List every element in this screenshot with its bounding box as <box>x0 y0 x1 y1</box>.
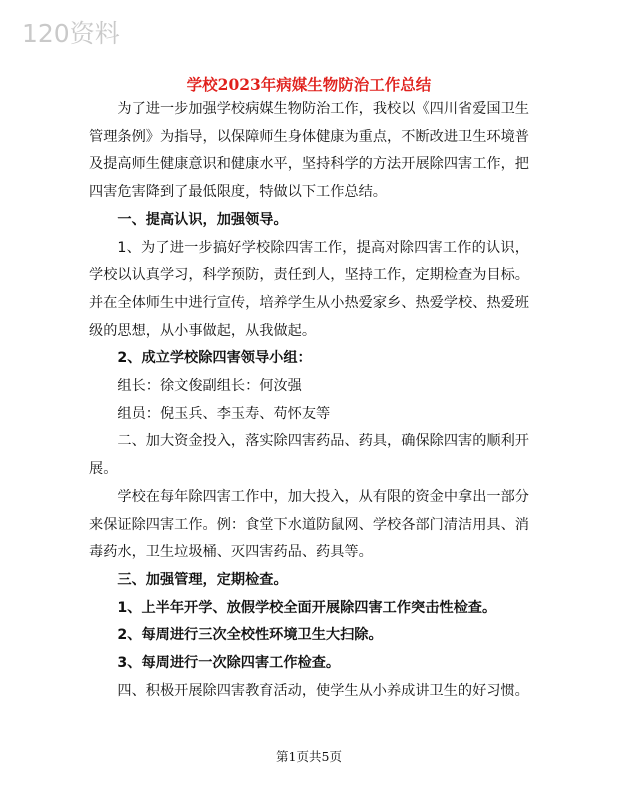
paragraph-group-members: 组员：倪玉兵、李玉寿、苟怀友等 <box>117 405 331 422</box>
heading-section-1: 一、提高认识，加强领导。 <box>117 211 288 228</box>
page-number-footer: 第1页共5页 <box>276 749 342 764</box>
paragraph-item-3-1: 1、上半年开学、放假学校全面开展除四害工作突击性检查。 <box>117 599 497 616</box>
document-title: 学校2023年病媒生物防治工作总结 <box>186 75 432 94</box>
paragraph-intro: 为了进一步加强学校病媒生物防治工作，我校以《四川省爱国卫生管理条例》为指导，以保障师生身体健康为重点，不断改进卫生环境普及提高师生健康意识和健康水平，坚持科学的方法开展除四害工作，把四害危害降到了最低限度，特做以下工作总结。 <box>89 101 529 201</box>
watermark-logo-text: 120资料 <box>22 19 120 48</box>
paragraph-item-3-3: 3、每周进行一次除四害工作检查。 <box>117 655 341 672</box>
paragraph-group-leader: 组长：徐文俊副组长：何汝强 <box>117 378 302 395</box>
heading-section-3: 三、加强管理，定期检查。 <box>117 571 288 588</box>
paragraph-item-3-2: 2、每周进行三次全校性环境卫生大扫除。 <box>117 627 383 644</box>
paragraph-section-4: 四、积极开展除四害教育活动，使学生从小养成讲卫生的好习惯。 <box>117 682 529 699</box>
paragraph-section-2: 二、加大资金投入，落实除四害药品、药具，确保除四害的顺利开展。 <box>89 433 529 478</box>
document-body <box>89 96 529 705</box>
paragraph-funding: 学校在每年除四害工作中，加大投入，从有限的资金中拿出一部分来保证除四害工作。例：食堂下水道防鼠网、学校各部门清洁用具、消毒药水，卫生垃圾桶、灭四害药品、药具等。 <box>89 488 529 561</box>
paragraph-item-1-1: 1、为了进一步搞好学校除四害工作，提高对除四害工作的认识，学校以认真学习，科学预防，责任到人，坚持工作，定期检查为目标。并在全体师生中进行宣传，培养学生从小热爱家乡、热爱学校、热爱班级的思想，从小事做起，从我做起。 <box>89 239 529 339</box>
heading-item-1-2: 2、成立学校除四害领导小组： <box>117 350 312 367</box>
